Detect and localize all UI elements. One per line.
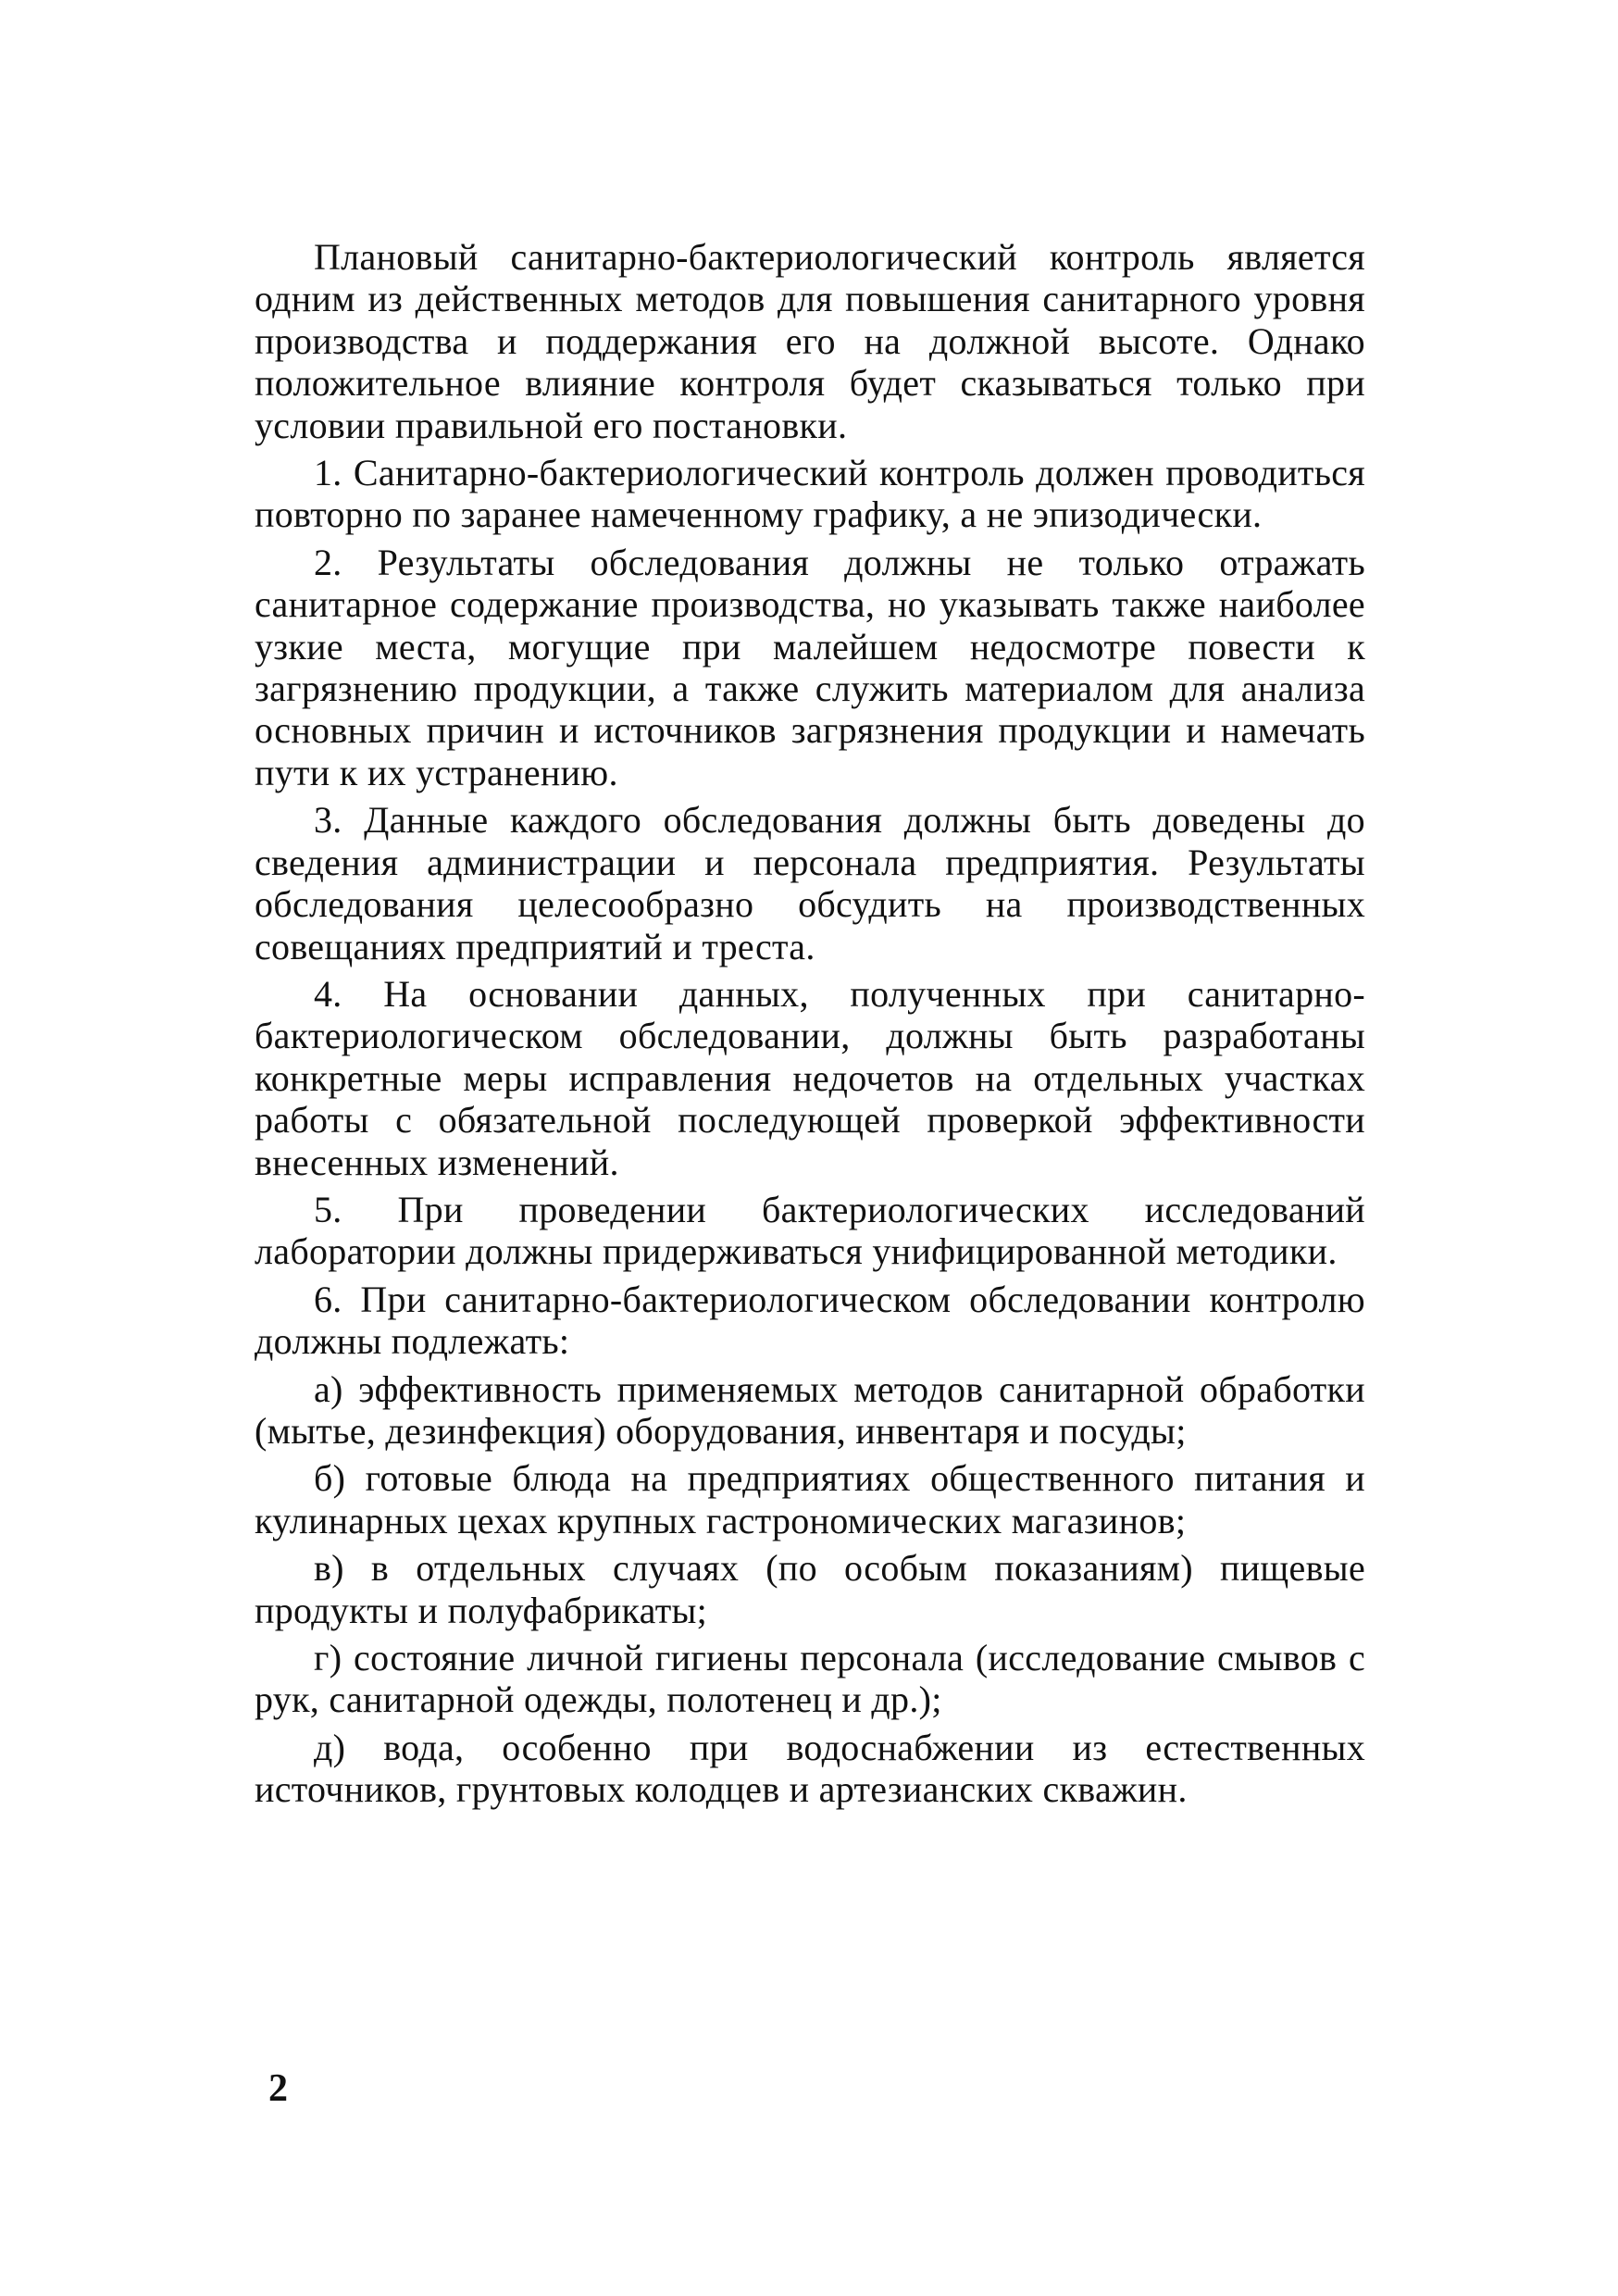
intro-paragraph: Плановый санитарно-бактериологический контроль является одним из действенных методов для повышения санитарного уровня производства и поддержания его на должной высоте. Однако положительное влияние контроля будет сказываться только при условии правильной его постановки. [255, 236, 1365, 446]
page-number: 2 [268, 2067, 288, 2110]
subitem-d: д) вода, особенно при водоснабжении из естественных источников, грунтовых колодцев и артезианских скважин. [255, 1726, 1365, 1811]
subitem-b: б) готовые блюда на предприятиях общественного питания и кулинарных цехах крупных гастрономических магазинов; [255, 1457, 1365, 1541]
subitem-v: в) в отдельных случаях (по особым показаниям) пищевые продукты и полуфабрикаты; [255, 1547, 1365, 1631]
subitem-g: г) состояние личной гигиены персонала (исследование смывов с рук, санитарной одежды, полотенец и др.); [255, 1637, 1365, 1721]
numbered-item-2: 2. Результаты обследования должны не только отражать санитарное содержание производства, но указывать также наиболее узкие места, могущие при малейшем недосмотре повести к загрязнению продукции, а также служить материалом для анализа основных причин и источников загрязнения продукции и намечать пути к их устранению. [255, 541, 1365, 793]
numbered-item-6: 6. При санитарно-бактериологическом обследовании контролю должны подлежать: [255, 1278, 1365, 1363]
subitem-a: а) эффективность применяемых методов санитарной обработки (мытье, дезинфекция) оборудования, инвентаря и посуды; [255, 1367, 1365, 1452]
numbered-item-5: 5. При проведении бактериологических исследований лаборатории должны придерживаться унифицированной методики. [255, 1188, 1365, 1273]
numbered-item-1: 1. Санитарно-бактериологический контроль должен проводиться повторно по заранее намеченному графику, а не эпизодически. [255, 452, 1365, 536]
numbered-item-4: 4. На основании данных, полученных при санитарно-бактериологическом обследовании, должны быть разработаны конкретные меры исправления недочетов на отдельных участках работы с обязательной последующей проверкой эффективности внесенных изменений. [255, 972, 1365, 1183]
numbered-item-3: 3. Данные каждого обследования должны быть доведены до сведения администрации и персонала предприятия. Результаты обследования целесообразно обсудить на производственных совещаниях предприятий и треста. [255, 799, 1365, 967]
body-text [255, 236, 1365, 1811]
